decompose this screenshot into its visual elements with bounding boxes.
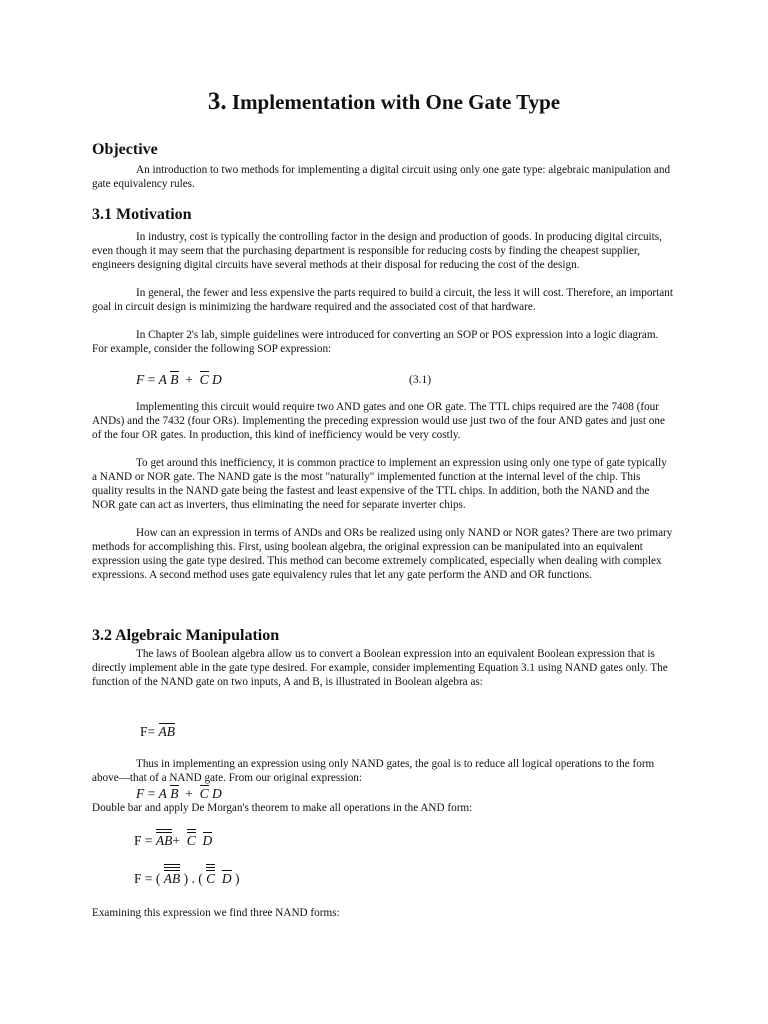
eq2-var-c-bar: C (199, 786, 209, 801)
eq2-var-b-bar: B (170, 786, 179, 801)
page-title (0, 88, 768, 116)
eq-plus: + (185, 372, 193, 387)
algebraic-paragraph-2: Thus in implementing an expression using only NAND gates, the goal is to reduce all logical operations to the form above—that of a NAND gate. From our original expression: (92, 758, 655, 784)
eq4-rparen-1: ) (183, 871, 189, 886)
eq3-c-bar: C (186, 833, 196, 848)
eq-nand-ab-bar: AB (158, 724, 176, 739)
eq-var-f: F (136, 372, 145, 387)
eq-equals: = (147, 372, 156, 387)
equation-double-bar (134, 829, 212, 849)
motivation-paragraph-2: In general, the fewer and less expensive the parts required to build a circuit, the less it will cost. Therefore, an important goal in circuit design is minimizing the hardware required and the associated cost of that hardware. (92, 287, 673, 313)
eq-var-c-bar: C (199, 372, 209, 387)
eq-nand-f: F (140, 724, 148, 739)
algebraic-paragraph-1: The laws of Boolean algebra allow us to convert a Boolean expression into an equivalent Boolean expression that is directly implement able in the gate type desired. For example, consider implementing Equation 3.1 using NAND gates only. The function of the NAND gate on two inputs, A and B, is illustrated in Boolean algebra as: (92, 648, 668, 688)
algebraic-paragraph-4: Examining this expression we find three NAND forms: (92, 907, 340, 919)
eq4-lparen-2: ( (198, 871, 203, 886)
eq3-f: F (134, 833, 142, 848)
chapter-number: 3. (207, 88, 227, 115)
motivation-paragraph-1: In industry, cost is typically the controlling factor in the design and production of goods. In producing digital circuits, even though it may seem that the purchasing department is responsible for reducing costs by finding the cheapest supplier, engineers designing digital circuits have several methods at their disposal for reducing the cost of the design. (92, 231, 662, 271)
motivation-paragraph-3: In Chapter 2's lab, simple guidelines were introduced for converting an SOP or POS expression into a logic diagram. For example, consider the following SOP expression: (92, 329, 659, 355)
eq-var-a: A (158, 372, 167, 387)
eq4-f: F (134, 871, 142, 886)
heading-algebraic-manipulation: 3.2 Algebraic Manipulation (92, 627, 280, 644)
equation-de-morgan (134, 864, 240, 887)
eq-var-b-bar: B (170, 372, 179, 387)
heading-objective: Objective (92, 141, 158, 158)
eq4-dot: . (191, 871, 195, 886)
eq-nand-equals: = (147, 724, 156, 739)
motivation-paragraph-6: How can an expression in terms of ANDs and ORs be realized using only NAND or NOR gates? There are two primary methods for accomplishing this. First, using boolean algebra, the original expression can be manipulated into an equivalent expression using the gate type desired. This method can become extremely complicated, especially when dealing with complex expressions. A second method uses gate equivalency rules that let any gate perform the AND and OR functions. (92, 527, 673, 581)
equation-original-repeat (136, 785, 222, 802)
eq2-plus: + (185, 786, 193, 801)
eq4-lparen-1: ( (155, 871, 161, 886)
motivation-paragraph-5: To get around this inefficiency, it is common practice to implement an expression using only one type of gate typically a NAND or NOR gate. The NAND gate is the most "naturally" implemented function at the internal level of the chip. This quality results in the NAND gate being the fastest and least expensive of the TTL chips. In addition, both the NAND and the NOR gate can act as inverters, thus eliminating the need for separate inverter chips. (92, 457, 667, 511)
heading-motivation: 3.1 Motivation (92, 206, 192, 223)
eq3-d-bar: D (202, 833, 213, 848)
objective-paragraph: An introduction to two methods for implementing a digital circuit using only one gate type: algebraic manipulation and gate equivalency rules. (92, 164, 671, 190)
equation-3-1 (136, 371, 222, 388)
eq4-d-bar: D (221, 871, 232, 886)
algebraic-paragraph-3: Double bar and apply De Morgan's theorem to make all operations in the AND form: (92, 802, 473, 814)
equation-nand-definition (140, 723, 175, 740)
motivation-paragraph-4: Implementing this circuit would require two AND gates and one OR gate. The TTL chips required are the 7408 (four ANDs) and the 7432 (four ORs). Implementing the preceding expression would use just two of the four AND gates and just one of the four OR gates. In production, this kind of inefficiency would be very costly. (92, 401, 665, 441)
eq4-c-bar: C (206, 871, 216, 886)
eq4-equals: = (144, 871, 153, 886)
eq3-plus: + (172, 833, 181, 848)
eq4-rparen-2: ) (235, 871, 240, 886)
eq2-var-d: D (212, 786, 222, 801)
eq2-equals: = (147, 786, 156, 801)
eq-var-d: D (212, 372, 222, 387)
eq3-ab-bar: AB (155, 833, 173, 848)
chapter-title: Implementation with One Gate Type (231, 90, 561, 114)
eq2-var-f: F (136, 786, 145, 801)
equation-label-3-1: (3.1) (409, 374, 432, 386)
eq3-equals: = (144, 833, 153, 848)
eq4-ab-bar: AB (163, 871, 181, 886)
eq2-var-a: A (158, 786, 167, 801)
